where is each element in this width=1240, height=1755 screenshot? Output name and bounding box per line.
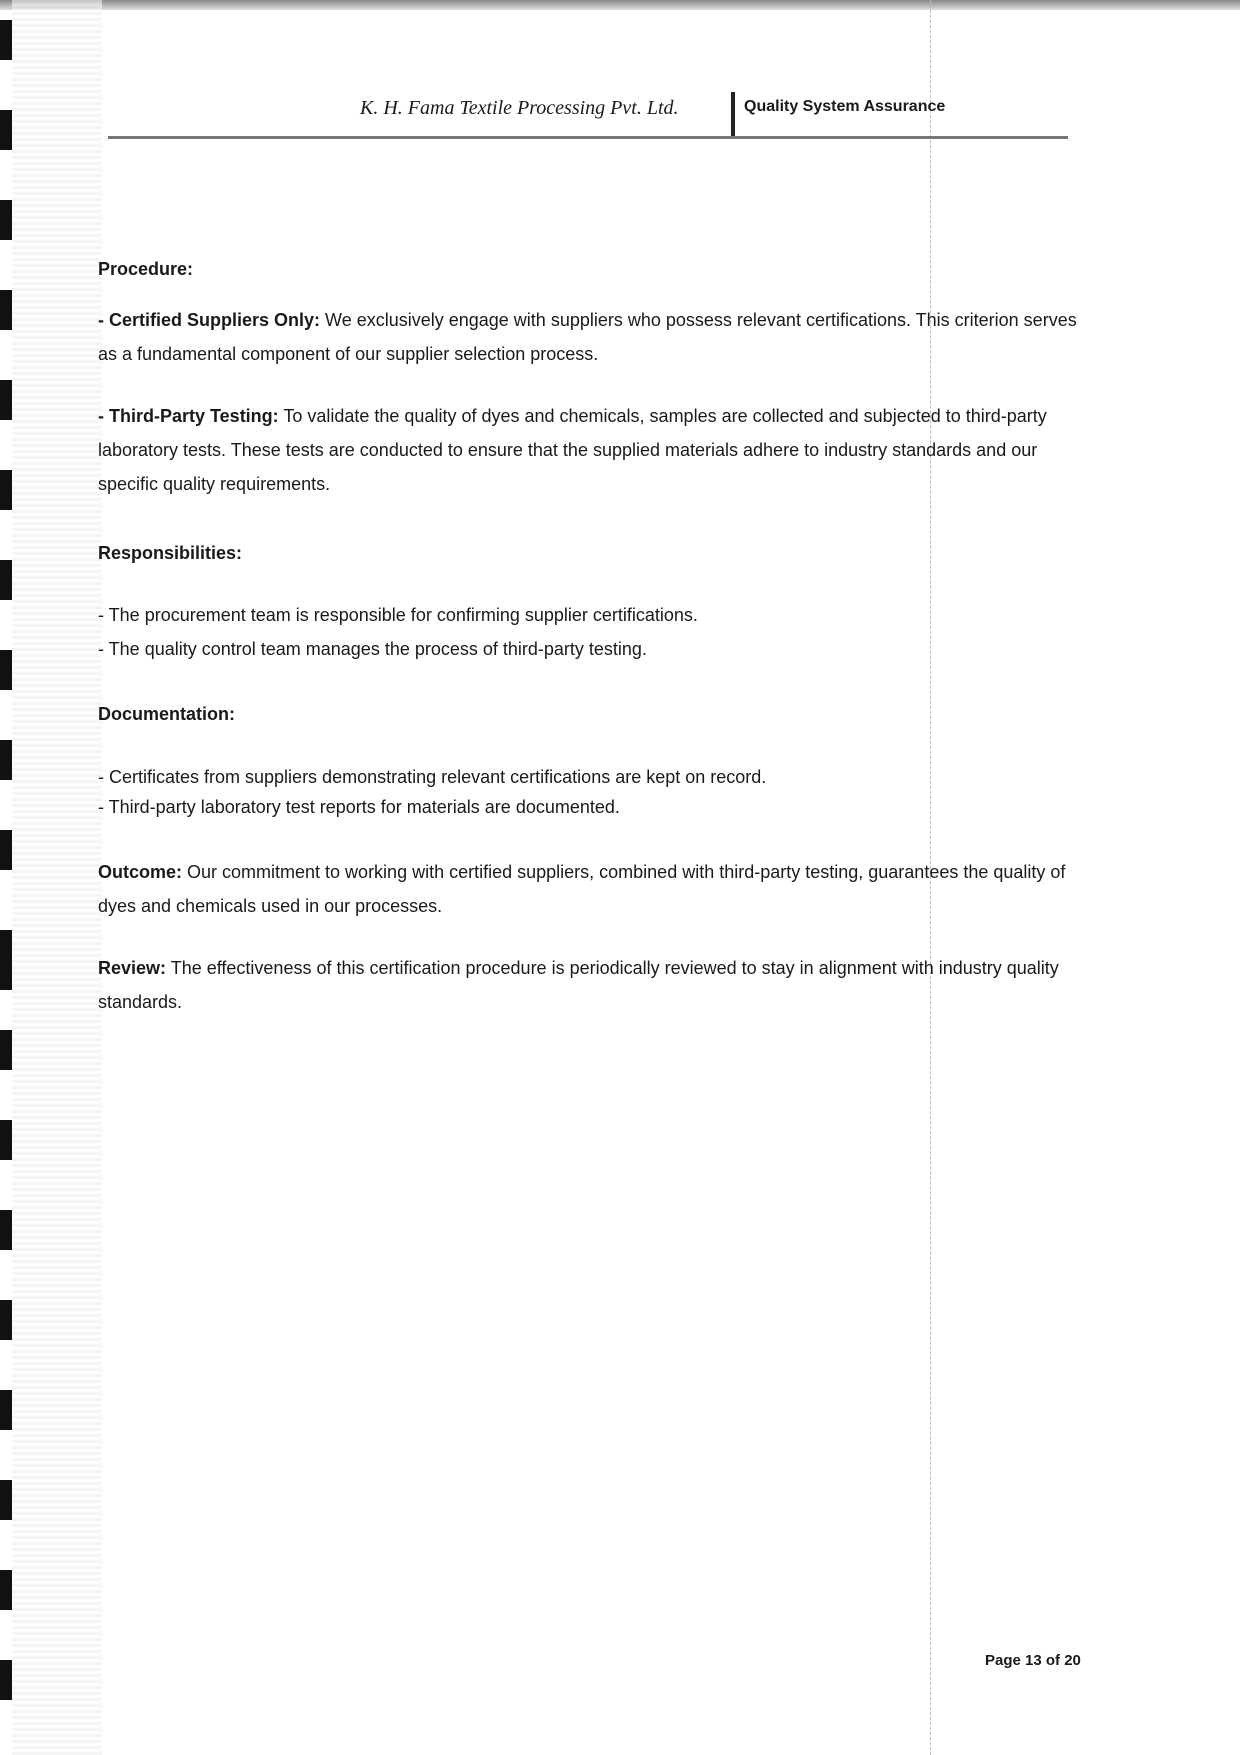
binder-hole xyxy=(0,290,12,330)
binder-hole xyxy=(0,470,12,510)
outcome-label: Outcome: xyxy=(98,862,183,882)
item-label: - Third-Party Testing: xyxy=(98,406,279,426)
procedure-item xyxy=(98,399,1083,501)
binder-hole xyxy=(0,1480,12,1520)
binder-hole xyxy=(0,560,12,600)
responsibilities-heading: Responsibilities: xyxy=(98,543,243,563)
list-item: - The procurement team is responsible for confirming supplier certifications. xyxy=(98,605,698,625)
binder-hole xyxy=(0,380,12,420)
binder-hole xyxy=(0,830,12,870)
procedure-heading: Procedure: xyxy=(98,259,194,279)
binder-hole xyxy=(0,1300,12,1340)
company-name: K. H. Fama Textile Processing Pvt. Ltd. xyxy=(360,97,679,119)
item-text: We exclusively engage with suppliers who possess relevant certifications. This criterion serves as a fundamental component of our supplier selection process. xyxy=(98,310,1077,364)
documentation-heading: Documentation: xyxy=(98,704,235,724)
scan-top-edge xyxy=(0,0,1240,10)
item-text: To validate the quality of dyes and chemicals, samples are collected and subjected to third-party laboratory tests. These tests are conducted to ensure that the supplied materials adhere to industry standards and our specific quality requirements. xyxy=(98,406,1047,494)
binder-hole xyxy=(0,650,12,690)
outcome-text: Our commitment to working with certified suppliers, combined with third-party testing, guarantees the quality of dyes and chemicals used in our processes. xyxy=(98,862,1066,916)
review-paragraph xyxy=(98,951,1083,1019)
binder-hole xyxy=(0,930,12,990)
binder-hole xyxy=(0,1570,12,1610)
binder-hole xyxy=(0,1390,12,1430)
page-number: Page 13 of 20 xyxy=(985,1652,1081,1669)
procedure-item xyxy=(98,303,1083,371)
binder-hole xyxy=(0,740,12,780)
item-label: - Certified Suppliers Only: xyxy=(98,310,321,330)
binder-hole xyxy=(0,110,12,150)
scan-shading xyxy=(12,0,102,1755)
list-item: - Certificates from suppliers demonstrating relevant certifications are kept on record. xyxy=(98,767,767,787)
review-label: Review: xyxy=(98,958,167,978)
binder-hole xyxy=(0,1210,12,1250)
outcome-paragraph xyxy=(98,855,1083,923)
binder-hole xyxy=(0,1660,12,1700)
header-separator xyxy=(731,92,735,138)
review-text: The effectiveness of this certification procedure is periodically reviewed to stay in alignment with industry quality standards. xyxy=(98,958,1059,1012)
binder-hole xyxy=(0,1030,12,1070)
binder-hole xyxy=(0,20,12,60)
section-title: Quality System Assurance xyxy=(744,98,946,115)
list-item: - Third-party laboratory test reports for materials are documented. xyxy=(98,797,620,817)
binder-hole xyxy=(0,200,12,240)
list-item: - The quality control team manages the process of third-party testing. xyxy=(98,639,647,659)
binder-hole xyxy=(0,1120,12,1160)
header-rule xyxy=(108,136,1068,139)
